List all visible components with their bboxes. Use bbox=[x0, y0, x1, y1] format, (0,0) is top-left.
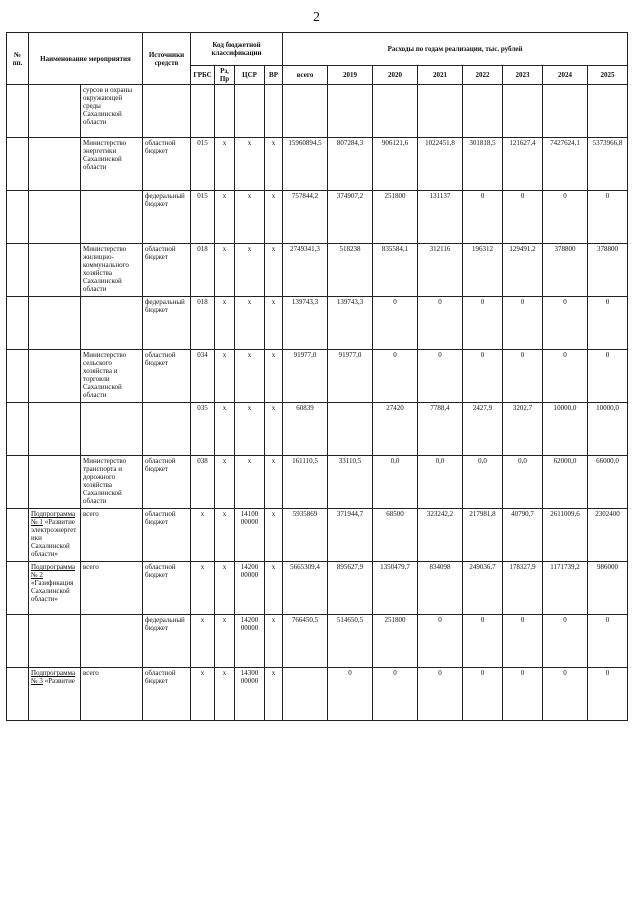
amount-cell: 91977,0 bbox=[283, 350, 328, 403]
col-spend-group-header: Расходы по годам реализации, тыс. рублей bbox=[283, 33, 628, 66]
source-cell: федеральный бюджет bbox=[143, 297, 191, 350]
amount-cell: 0,0 bbox=[503, 456, 543, 509]
amount-cell: 7427624,1 bbox=[543, 138, 588, 191]
executor-cell: Министерство транспорта и дорожного хозяйства Сахалинской области bbox=[81, 456, 143, 509]
amount-cell: 33110,5 bbox=[328, 456, 373, 509]
amount-cell bbox=[503, 85, 543, 138]
amount-cell: 0 bbox=[463, 668, 503, 721]
csr-cell: х bbox=[235, 403, 265, 456]
col-year-header: 2023 bbox=[503, 66, 543, 85]
amount-cell: 0 bbox=[588, 191, 628, 244]
csr-cell: 14300 00000 bbox=[235, 668, 265, 721]
grbs-cell: 018 bbox=[191, 244, 215, 297]
table-row bbox=[7, 191, 628, 244]
row-number-cell bbox=[7, 562, 29, 615]
amount-cell: 834098 bbox=[418, 562, 463, 615]
amount-cell: 757844,2 bbox=[283, 191, 328, 244]
rzpr-cell: х bbox=[215, 562, 235, 615]
rzpr-cell: х bbox=[215, 403, 235, 456]
grbs-cell: 018 bbox=[191, 297, 215, 350]
amount-cell: 835584,1 bbox=[373, 244, 418, 297]
measure-name-cell bbox=[29, 244, 81, 297]
source-cell: областной бюджет bbox=[143, 668, 191, 721]
table-row bbox=[7, 297, 628, 350]
amount-cell bbox=[463, 85, 503, 138]
vr-cell: х bbox=[265, 403, 283, 456]
amount-cell bbox=[328, 403, 373, 456]
rzpr-cell: х bbox=[215, 244, 235, 297]
amount-cell: 0 bbox=[418, 668, 463, 721]
amount-cell: 139743,3 bbox=[283, 297, 328, 350]
amount-cell: 0 bbox=[328, 668, 373, 721]
amount-cell: 0 bbox=[543, 668, 588, 721]
measure-name-text: «Развитие электроэнергетики Сахалинской области» bbox=[31, 518, 77, 559]
amount-cell: 0 bbox=[588, 350, 628, 403]
measure-name-cell bbox=[29, 138, 81, 191]
amount-cell: 0 bbox=[503, 668, 543, 721]
amount-cell: 0 bbox=[503, 297, 543, 350]
csr-cell: х bbox=[235, 138, 265, 191]
amount-cell: 323242,2 bbox=[418, 509, 463, 562]
amount-cell: 807284,3 bbox=[328, 138, 373, 191]
amount-cell: 60839 bbox=[283, 403, 328, 456]
amount-cell: 68500 bbox=[373, 509, 418, 562]
amount-cell: 0 bbox=[373, 668, 418, 721]
table-row bbox=[7, 85, 628, 138]
rzpr-cell: х bbox=[215, 138, 235, 191]
amount-cell: 0 bbox=[503, 350, 543, 403]
source-cell: федеральный бюджет bbox=[143, 191, 191, 244]
vr-cell: х bbox=[265, 456, 283, 509]
amount-cell: 0 bbox=[418, 615, 463, 668]
table-row bbox=[7, 668, 628, 721]
col-year-header: 2024 bbox=[543, 66, 588, 85]
amount-cell: 0 bbox=[543, 615, 588, 668]
amount-cell: 301818,5 bbox=[463, 138, 503, 191]
col-vr-header: ВР bbox=[265, 66, 283, 85]
amount-cell: 161110,5 bbox=[283, 456, 328, 509]
budget-table bbox=[6, 32, 628, 721]
grbs-cell: 015 bbox=[191, 138, 215, 191]
row-number-cell bbox=[7, 456, 29, 509]
table-row bbox=[7, 403, 628, 456]
grbs-cell: х bbox=[191, 615, 215, 668]
amount-cell: 0 bbox=[373, 350, 418, 403]
grbs-cell: 038 bbox=[191, 456, 215, 509]
amount-cell: 1350479,7 bbox=[373, 562, 418, 615]
vr-cell: х bbox=[265, 615, 283, 668]
grbs-cell: х bbox=[191, 668, 215, 721]
table-row bbox=[7, 350, 628, 403]
vr-cell: х bbox=[265, 562, 283, 615]
measure-name-cell bbox=[29, 668, 81, 721]
rzpr-cell bbox=[215, 85, 235, 138]
amount-cell: 5665309,4 bbox=[283, 562, 328, 615]
amount-cell: 374907,2 bbox=[328, 191, 373, 244]
amount-cell: 0 bbox=[543, 191, 588, 244]
row-number-cell bbox=[7, 403, 29, 456]
vr-cell: х bbox=[265, 668, 283, 721]
measure-name-cell bbox=[29, 85, 81, 138]
amount-cell bbox=[283, 85, 328, 138]
amount-cell: 27420 bbox=[373, 403, 418, 456]
amount-cell: 0,0 bbox=[418, 456, 463, 509]
amount-cell bbox=[588, 85, 628, 138]
executor-cell: всего bbox=[81, 562, 143, 615]
measure-name-text: «Газификация Сахалинской области» bbox=[31, 579, 74, 604]
grbs-cell: 015 bbox=[191, 191, 215, 244]
executor-cell: всего bbox=[81, 668, 143, 721]
rzpr-cell: х bbox=[215, 615, 235, 668]
amount-cell bbox=[543, 85, 588, 138]
col-year-header: 2019 bbox=[328, 66, 373, 85]
amount-cell: 131137 bbox=[418, 191, 463, 244]
amount-cell: 766450,5 bbox=[283, 615, 328, 668]
col-code-group-header: Код бюджетной классификации bbox=[191, 33, 283, 66]
amount-cell: 66000,0 bbox=[588, 456, 628, 509]
rzpr-cell: х bbox=[215, 297, 235, 350]
col-grbs-header: ГРБС bbox=[191, 66, 215, 85]
amount-cell: 0 bbox=[418, 350, 463, 403]
col-no-header: № пп. bbox=[7, 33, 29, 85]
amount-cell: 518238 bbox=[328, 244, 373, 297]
grbs-cell: х bbox=[191, 509, 215, 562]
amount-cell: 15960894,5 bbox=[283, 138, 328, 191]
amount-cell: 121627,4 bbox=[503, 138, 543, 191]
amount-cell: 2611009,6 bbox=[543, 509, 588, 562]
amount-cell: 139743,3 bbox=[328, 297, 373, 350]
amount-cell: 378800 bbox=[588, 244, 628, 297]
row-number-cell bbox=[7, 297, 29, 350]
executor-cell bbox=[81, 191, 143, 244]
executor-cell: Министерство сельского хозяйства и торговли Сахалинской области bbox=[81, 350, 143, 403]
executor-cell bbox=[81, 403, 143, 456]
rzpr-cell: х bbox=[215, 668, 235, 721]
grbs-cell: 035 bbox=[191, 403, 215, 456]
amount-cell: 0 bbox=[588, 668, 628, 721]
grbs-cell bbox=[191, 85, 215, 138]
amount-cell: 2302400 bbox=[588, 509, 628, 562]
amount-cell: 0,0 bbox=[463, 456, 503, 509]
csr-cell: 14200 00000 bbox=[235, 615, 265, 668]
col-rzpr-header: Рз, Пр bbox=[215, 66, 235, 85]
col-year-header: всего bbox=[283, 66, 328, 85]
col-year-header: 2020 bbox=[373, 66, 418, 85]
measure-name-cell bbox=[29, 350, 81, 403]
amount-cell: 62000,0 bbox=[543, 456, 588, 509]
measure-name-cell bbox=[29, 191, 81, 244]
csr-cell: 14100 00000 bbox=[235, 509, 265, 562]
amount-cell: 0 bbox=[588, 615, 628, 668]
rzpr-cell: х bbox=[215, 191, 235, 244]
amount-cell: 0 bbox=[543, 297, 588, 350]
amount-cell: 7788,4 bbox=[418, 403, 463, 456]
csr-cell: 14200 00000 bbox=[235, 562, 265, 615]
measure-name-cell bbox=[29, 562, 81, 615]
col-year-header: 2025 bbox=[588, 66, 628, 85]
table-row bbox=[7, 615, 628, 668]
amount-cell bbox=[283, 668, 328, 721]
table-row bbox=[7, 456, 628, 509]
amount-cell: 0 bbox=[418, 297, 463, 350]
amount-cell: 40790,7 bbox=[503, 509, 543, 562]
measure-name-cell bbox=[29, 615, 81, 668]
measure-name-cell bbox=[29, 297, 81, 350]
source-cell bbox=[143, 403, 191, 456]
csr-cell: х bbox=[235, 191, 265, 244]
vr-cell: х bbox=[265, 191, 283, 244]
amount-cell: 378800 bbox=[543, 244, 588, 297]
amount-cell: 371944,7 bbox=[328, 509, 373, 562]
executor-cell bbox=[81, 297, 143, 350]
amount-cell: 251800 bbox=[373, 191, 418, 244]
amount-cell: 129491,2 bbox=[503, 244, 543, 297]
grbs-cell: 034 bbox=[191, 350, 215, 403]
amount-cell: 5373966,8 bbox=[588, 138, 628, 191]
rzpr-cell: х bbox=[215, 509, 235, 562]
measure-name-cell bbox=[29, 403, 81, 456]
vr-cell: х bbox=[265, 350, 283, 403]
row-number-cell bbox=[7, 668, 29, 721]
amount-cell bbox=[373, 85, 418, 138]
amount-cell: 0 bbox=[588, 297, 628, 350]
amount-cell: 251800 bbox=[373, 615, 418, 668]
amount-cell: 312116 bbox=[418, 244, 463, 297]
source-cell: областной бюджет bbox=[143, 509, 191, 562]
row-number-cell bbox=[7, 85, 29, 138]
vr-cell: х bbox=[265, 297, 283, 350]
subprogram-link[interactable]: Подпрограмма № 1 bbox=[31, 510, 76, 527]
amount-cell: 0 bbox=[463, 191, 503, 244]
table-row bbox=[7, 138, 628, 191]
vr-cell: х bbox=[265, 244, 283, 297]
csr-cell: х bbox=[235, 456, 265, 509]
subprogram-link[interactable]: Подпрограмма № 3 bbox=[31, 669, 76, 686]
amount-cell: 0 bbox=[463, 350, 503, 403]
csr-cell: х bbox=[235, 297, 265, 350]
row-number-cell bbox=[7, 350, 29, 403]
csr-cell bbox=[235, 85, 265, 138]
amount-cell: 514650,5 bbox=[328, 615, 373, 668]
row-number-cell bbox=[7, 615, 29, 668]
col-csr-header: ЦСР bbox=[235, 66, 265, 85]
amount-cell: 10000,0 bbox=[588, 403, 628, 456]
amount-cell: 3202,7 bbox=[503, 403, 543, 456]
source-cell: областной бюджет bbox=[143, 138, 191, 191]
amount-cell: 0 bbox=[463, 615, 503, 668]
col-name-header: Наименование мероприятия bbox=[29, 33, 143, 85]
amount-cell: 249036,7 bbox=[463, 562, 503, 615]
executor-cell: Министерство жилищно-коммунального хозяйства Сахалинской области bbox=[81, 244, 143, 297]
amount-cell: 91977,0 bbox=[328, 350, 373, 403]
amount-cell bbox=[418, 85, 463, 138]
row-number-cell bbox=[7, 138, 29, 191]
col-year-header: 2022 bbox=[463, 66, 503, 85]
grbs-cell: х bbox=[191, 562, 215, 615]
source-cell: областной бюджет bbox=[143, 562, 191, 615]
amount-cell: 217981,8 bbox=[463, 509, 503, 562]
csr-cell: х bbox=[235, 244, 265, 297]
executor-cell: всего bbox=[81, 509, 143, 562]
amount-cell: 5935869 bbox=[283, 509, 328, 562]
vr-cell bbox=[265, 85, 283, 138]
amount-cell: 2749341,3 bbox=[283, 244, 328, 297]
amount-cell: 178327,9 bbox=[503, 562, 543, 615]
amount-cell: 0 bbox=[503, 191, 543, 244]
executor-cell bbox=[81, 615, 143, 668]
amount-cell: 196312 bbox=[463, 244, 503, 297]
vr-cell: х bbox=[265, 138, 283, 191]
measure-name-cell bbox=[29, 509, 81, 562]
row-number-cell bbox=[7, 244, 29, 297]
amount-cell: 2427,9 bbox=[463, 403, 503, 456]
table-row bbox=[7, 562, 628, 615]
amount-cell: 10000,0 bbox=[543, 403, 588, 456]
row-number-cell bbox=[7, 191, 29, 244]
table-row bbox=[7, 509, 628, 562]
amount-cell: 0 bbox=[373, 297, 418, 350]
table-row bbox=[7, 244, 628, 297]
executor-cell: Министерство энергетики Сахалинской области bbox=[81, 138, 143, 191]
amount-cell: 0 bbox=[503, 615, 543, 668]
rzpr-cell: х bbox=[215, 350, 235, 403]
amount-cell: 0 bbox=[543, 350, 588, 403]
source-cell: областной бюджет bbox=[143, 244, 191, 297]
amount-cell: 0 bbox=[463, 297, 503, 350]
source-cell: федеральный бюджет bbox=[143, 615, 191, 668]
source-cell: областной бюджет bbox=[143, 350, 191, 403]
vr-cell: х bbox=[265, 509, 283, 562]
amount-cell: 1022451,8 bbox=[418, 138, 463, 191]
amount-cell bbox=[328, 85, 373, 138]
page-number: 2 bbox=[313, 10, 320, 25]
csr-cell: х bbox=[235, 350, 265, 403]
executor-cell: сурсов и охраны окружающей среды Сахалинской области bbox=[81, 85, 143, 138]
amount-cell: 986000 bbox=[588, 562, 628, 615]
row-number-cell bbox=[7, 509, 29, 562]
amount-cell: 1171739,2 bbox=[543, 562, 588, 615]
col-year-header: 2021 bbox=[418, 66, 463, 85]
amount-cell: 895627,9 bbox=[328, 562, 373, 615]
measure-name-cell bbox=[29, 456, 81, 509]
col-source-header: Источники средств bbox=[143, 33, 191, 85]
amount-cell: 906121,6 bbox=[373, 138, 418, 191]
source-cell: областной бюджет bbox=[143, 456, 191, 509]
amount-cell: 0,0 bbox=[373, 456, 418, 509]
rzpr-cell: х bbox=[215, 456, 235, 509]
measure-name-text: «Развитие bbox=[44, 677, 75, 686]
subprogram-link[interactable]: Подпрограмма № 2 bbox=[31, 563, 76, 580]
source-cell bbox=[143, 85, 191, 138]
